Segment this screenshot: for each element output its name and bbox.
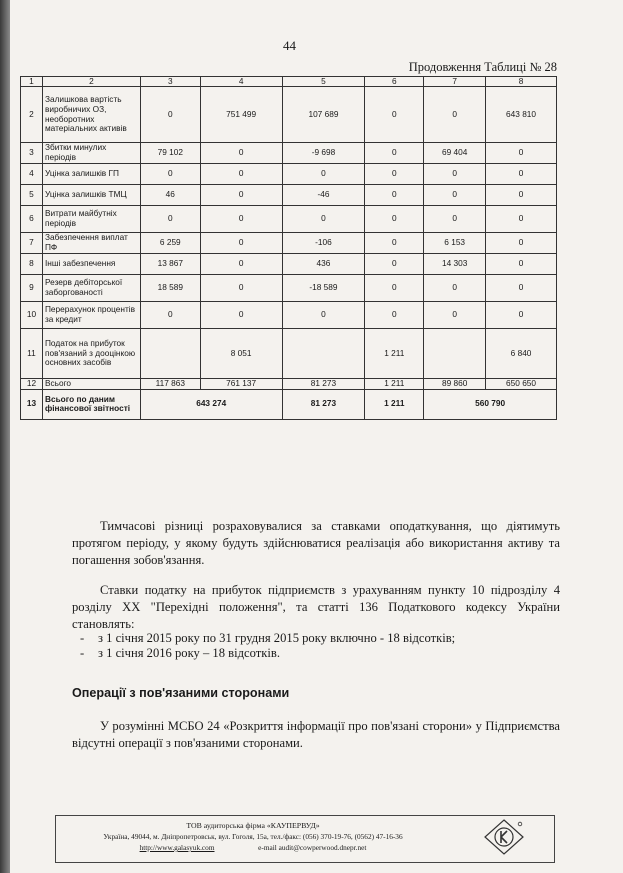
col7-value: 0 [424,185,486,206]
firm-logo-icon [484,819,524,855]
footer-contacts [58,843,448,852]
col8-value: 0 [486,302,557,329]
table-row [21,329,557,379]
col5-value: -18 589 [282,275,365,302]
header-cell: 7 [424,77,486,87]
row-label: Витрати майбутніх періодів [42,206,140,233]
col4-value: 0 [200,185,282,206]
col8-value: 0 [486,206,557,233]
header-cell: 3 [140,77,200,87]
col5-value: -9 698 [282,143,365,164]
row-label: Податок на прибуток пов'язаний з дооцінкою основних засобів [42,329,140,379]
row-number: 2 [21,87,43,143]
col4-value: 751 499 [200,87,282,143]
col3-value: 0 [140,164,200,185]
col6-value: 0 [365,206,424,233]
col6-value: 0 [365,254,424,275]
col5-value: 81 273 [282,389,365,419]
table-caption: Продовження Таблиці № 28 [408,60,557,74]
col7-value: 14 303 [424,254,486,275]
paragraph-related-parties: У розумінні МСБО 24 «Розкриття інформації про пов'язані сторони» у Підприємства відсутні операції з пов'язаними сторонами. [72,719,560,750]
list-item-text: з 1 січня 2016 року – 18 відсотків. [98,646,280,660]
col7-value: 0 [424,87,486,143]
col3-value: 0 [140,206,200,233]
col7-value [424,329,486,379]
col8-value: 6 840 [486,329,557,379]
col4-value: 0 [200,143,282,164]
col5-value: 107 689 [282,87,365,143]
table-row [21,206,557,233]
col6-value: 1 211 [365,389,424,419]
col8-value: 0 [486,275,557,302]
col5-value: 0 [282,206,365,233]
col8-value: 650 650 [486,379,557,390]
table-row [21,143,557,164]
table-row [21,379,557,390]
table-row [21,275,557,302]
header-cell: 2 [42,77,140,87]
footer-address: Україна, 49044, м. Дніпропетровськ, вул. Гоголя, 15а, тел./факс: (056) 370-19-76, (0562) 47-16-36 [103,832,403,841]
header-cell: 1 [21,77,43,87]
col4-value: 761 137 [200,379,282,390]
row-number: 12 [21,379,43,390]
col3-value: 46 [140,185,200,206]
row-label: Уцінка залишків ТМЦ [42,185,140,206]
col7-value: 6 153 [424,233,486,254]
col5-value: 0 [282,302,365,329]
col5-value: -46 [282,185,365,206]
col5-value: 436 [282,254,365,275]
table-row [21,233,557,254]
row-number: 9 [21,275,43,302]
col8-value: 0 [486,185,557,206]
col6-value: 0 [365,233,424,254]
bullet-dash: - [80,646,85,660]
col3-value: 0 [140,302,200,329]
col3-value: 117 863 [140,379,200,390]
paragraph-tax-rates: Ставки податку на прибуток підприємств з урахуванням пункту 10 підрозділу 4 розділу XX "Перехідні положення", та статті 136 Податкового кодексу України становлять: [72,583,560,631]
col6-value: 0 [365,302,424,329]
row-label: Залишкова вартість виробничих ОЗ, необоротних матеріальних активів [42,87,140,143]
col7-value: 0 [424,164,486,185]
total-row [21,389,557,419]
row-label: Резерв дебіторської заборгованості [42,275,140,302]
col3-value: 79 102 [140,143,200,164]
table-row [21,302,557,329]
row-number: 7 [21,233,43,254]
table-row [21,185,557,206]
col8-value: 0 [486,254,557,275]
bullet-dash: - [80,631,85,645]
col8-value: 0 [486,233,557,254]
col3-value: 6 259 [140,233,200,254]
col5-value: 0 [282,164,365,185]
col3-value: 13 867 [140,254,200,275]
col6-value: 0 [365,185,424,206]
col4-value: 0 [200,164,282,185]
list-item [80,631,455,646]
paragraph-temporary-differences: Тимчасові різниці розраховувалися за ставками оподаткування, що діятимуть протягом періоду, у якому будуть здійснюватися реалізація або використання активу та погашення зобов'язання. [72,519,560,567]
footer-firm-name: ТОВ аудиторська фірма «КАУПЕРВУД» [186,821,320,830]
row-number: 4 [21,164,43,185]
col3-4-value: 643 274 [140,389,282,419]
col7-value: 69 404 [424,143,486,164]
row-label: Інші забезпечення [42,254,140,275]
header-cell: 6 [365,77,424,87]
row-label: Всього по даним фінансової звітності [42,389,140,419]
row-number: 8 [21,254,43,275]
scan-binding-edge [0,0,10,873]
col4-value: 0 [200,233,282,254]
col4-value: 8 051 [200,329,282,379]
col4-value: 0 [200,275,282,302]
table-row [21,164,557,185]
header-cell: 8 [486,77,557,87]
col8-value: 0 [486,164,557,185]
header-cell: 4 [200,77,282,87]
footer-website-link[interactable]: http://www.galasyuk.com [139,843,215,852]
table-header-row [21,77,557,87]
col3-value: 18 589 [140,275,200,302]
row-number: 3 [21,143,43,164]
header-cell: 5 [282,77,365,87]
col5-value: -106 [282,233,365,254]
row-label: Збитки минулих періодів [42,143,140,164]
section-heading: Операції з пов'язаними сторонами [72,686,290,700]
row-number: 13 [21,389,43,419]
col7-value: 0 [424,302,486,329]
footer-email: e-mail audit@cowperwood.dnepr.net [258,843,367,852]
col5-value: 81 273 [282,379,365,390]
row-number: 11 [21,329,43,379]
col7-value: 0 [424,275,486,302]
col4-value: 0 [200,206,282,233]
table-row [21,87,557,143]
col6-value: 1 211 [365,379,424,390]
col7-value: 0 [424,206,486,233]
col3-value: 0 [140,87,200,143]
col8-value: 0 [486,143,557,164]
row-number: 10 [21,302,43,329]
row-label: Перерахунок процентів за кредит [42,302,140,329]
deferred-tax-table [20,76,557,420]
row-label: Забезпечення виплат ПФ [42,233,140,254]
col3-value [140,329,200,379]
row-number: 6 [21,206,43,233]
col4-value: 0 [200,302,282,329]
row-label: Уцінка залишків ГП [42,164,140,185]
col6-value: 0 [365,143,424,164]
list-item [80,646,280,661]
col8-value: 643 810 [486,87,557,143]
col6-value: 0 [365,87,424,143]
col6-value: 1 211 [365,329,424,379]
col4-value: 0 [200,254,282,275]
col7-8-value: 560 790 [424,389,557,419]
list-item-text: з 1 січня 2015 року по 31 грудня 2015 року включно - 18 відсотків; [98,631,456,645]
table-row [21,254,557,275]
col6-value: 0 [365,275,424,302]
row-number: 5 [21,185,43,206]
row-label: Всього [42,379,140,390]
col6-value: 0 [365,164,424,185]
col5-value [282,329,365,379]
col7-value: 89 860 [424,379,486,390]
page-number: 44 [283,38,296,53]
